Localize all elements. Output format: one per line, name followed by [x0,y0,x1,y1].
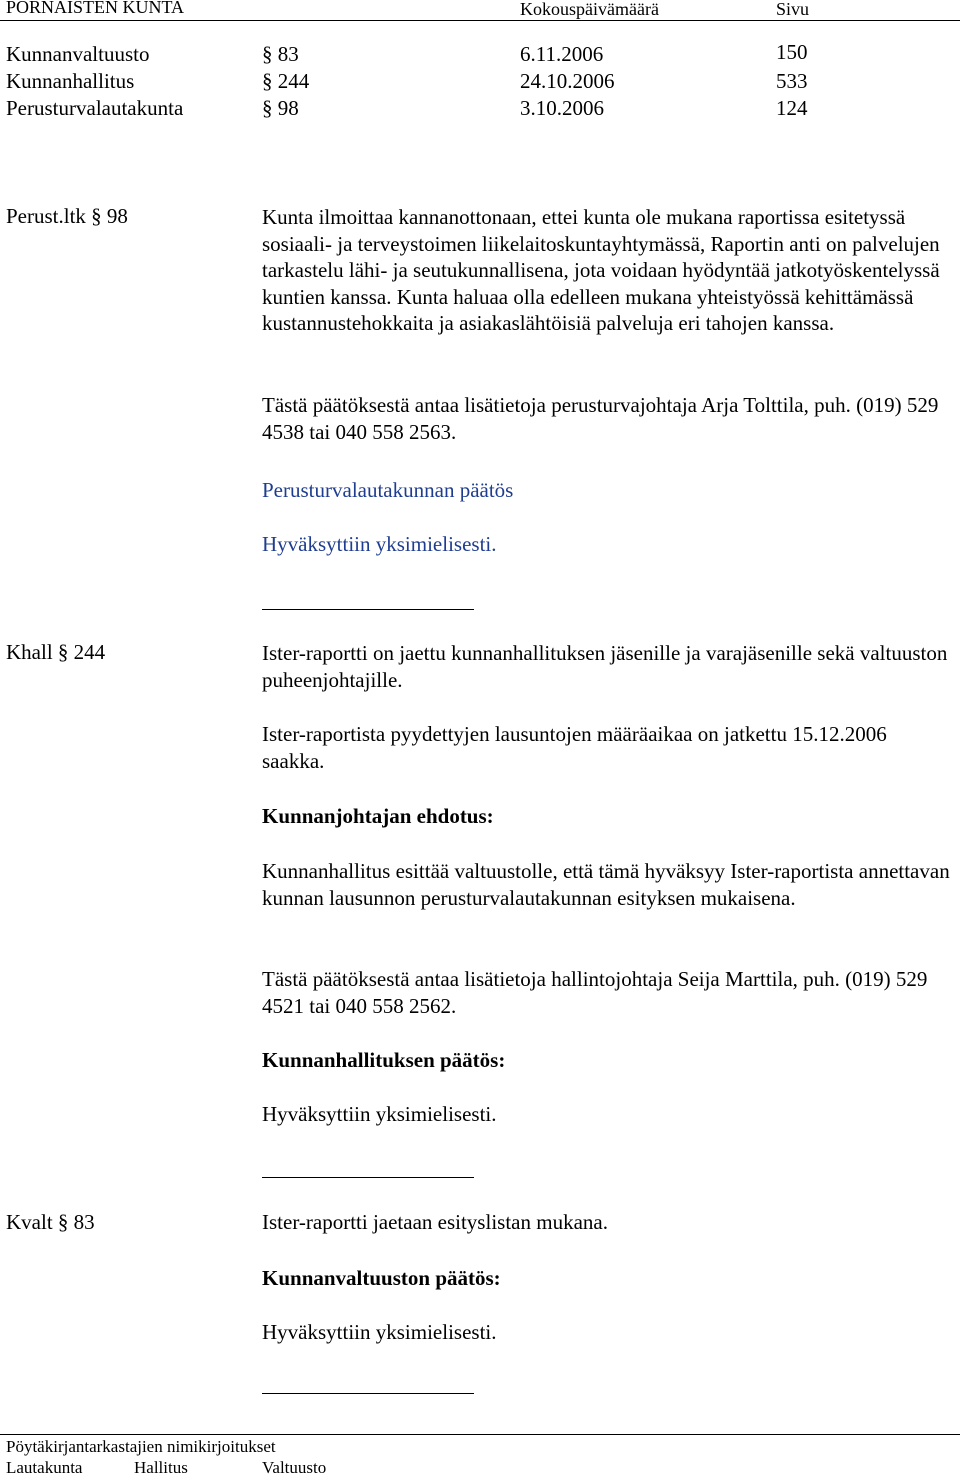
footer-column-valtuusto: Valtuusto [262,1458,327,1477]
section-divider-line [262,1393,474,1394]
register-date: 6.11.2006 [520,42,604,66]
khall-info-text: Tästä päätöksestä antaa lisätietoja hallintojohtaja Seija Marttila, puh. (019) 529 4521 tai 040 558 2562. [262,967,928,1018]
kvalt-text: Ister-raportti jaetaan esityslistan mukana. [262,1210,608,1234]
kvalt-decision-text: Hyväksyttiin yksimielisesti. [262,1320,497,1344]
register-section: § 98 [262,96,299,120]
section-label-kvalt: Kvalt § 83 [6,1210,95,1234]
register-section: § 244 [262,69,310,93]
khall-deadline-text: Ister-raportista pyydettyjen lausuntojen määräaikaa on jatkettu 15.12.2006 saakka. [262,722,887,773]
section-label-khall: Khall § 244 [6,640,106,664]
section-divider-line [262,609,474,610]
signatures-label: Pöytäkirjantarkastajien nimikirjoitukset [6,1437,276,1456]
perust-decision-text: Hyväksyttiin yksimielisesti. [262,532,497,556]
footer-divider [0,1434,960,1435]
register-date: 3.10.2006 [520,96,604,120]
khall-text: Ister-raportti on jaettu kunnanhallituksen jäsenille ja varajäsenille sekä valtuuston puheenjohtajille. [262,641,948,692]
register-section: § 83 [262,42,299,66]
khall-info [262,966,952,1019]
khall-paragraph-1 [262,640,952,693]
section-label-perust: Perust.ltk § 98 [6,204,128,228]
register-page: 533 [776,69,808,93]
footer-column-lautakunta: Lautakunta [6,1458,83,1477]
khall-proposal [262,858,952,911]
header-divider [0,20,960,21]
register-date: 24.10.2006 [520,69,615,93]
register-body: Kunnanhallitus [6,69,135,93]
register-page: 124 [776,96,808,120]
khall-proposal-heading: Kunnanjohtajan ehdotus: [262,804,494,828]
khall-proposal-text: Kunnanhallitus esittää valtuustolle, että tämä hyväksyy Ister-raportista annettavan kunnan lausunnon perusturvalautakunnan esityksen mukaisena. [262,859,950,910]
perust-text: Kunta ilmoittaa kannanottonaan, ettei kunta ole mukana raportissa esitetyssä sosiaali- ja terveystoimen liikelaitoskuntayhtymässä, Raportin anti on palvelujen tarkastelu lähi- ja seutukunnallisena, jota voidaan hyödyntää jatkotyöskentelyssä kuntien kanssa. Kunta haluaa olla edelleen mukana yhteistyössä kehittämässä kustannustehokkaita ja asiakaslähtöisiä palveluja eri tahojen kanssa. [262,205,940,335]
perust-paragraph-2 [262,392,952,445]
perust-decision-heading: Perusturvalautakunnan päätös [262,478,514,502]
khall-decision-heading: Kunnanhallituksen päätös: [262,1048,506,1072]
page-column-label: Sivu [776,0,810,19]
footer-column-hallitus: Hallitus [134,1458,188,1477]
khall-paragraph-2 [262,721,952,774]
register-page: 150 [776,40,808,64]
register-body: Kunnanvaltuusto [6,42,150,66]
perust-info-text: Tästä päätöksestä antaa lisätietoja perusturvajohtaja Arja Tolttila, puh. (019) 529 4538 tai 040 558 2563. [262,393,939,444]
kvalt-decision-heading: Kunnanvaltuuston päätös: [262,1266,501,1290]
khall-decision-text: Hyväksyttiin yksimielisesti. [262,1102,497,1126]
date-column-label: Kokouspäivämäärä [520,0,659,19]
section-divider-line [262,1177,474,1178]
perust-paragraph-1 [262,204,952,337]
municipality-name: PORNAISTEN KUNTA [6,0,185,17]
register-body: Perusturvalautakunta [6,96,184,120]
